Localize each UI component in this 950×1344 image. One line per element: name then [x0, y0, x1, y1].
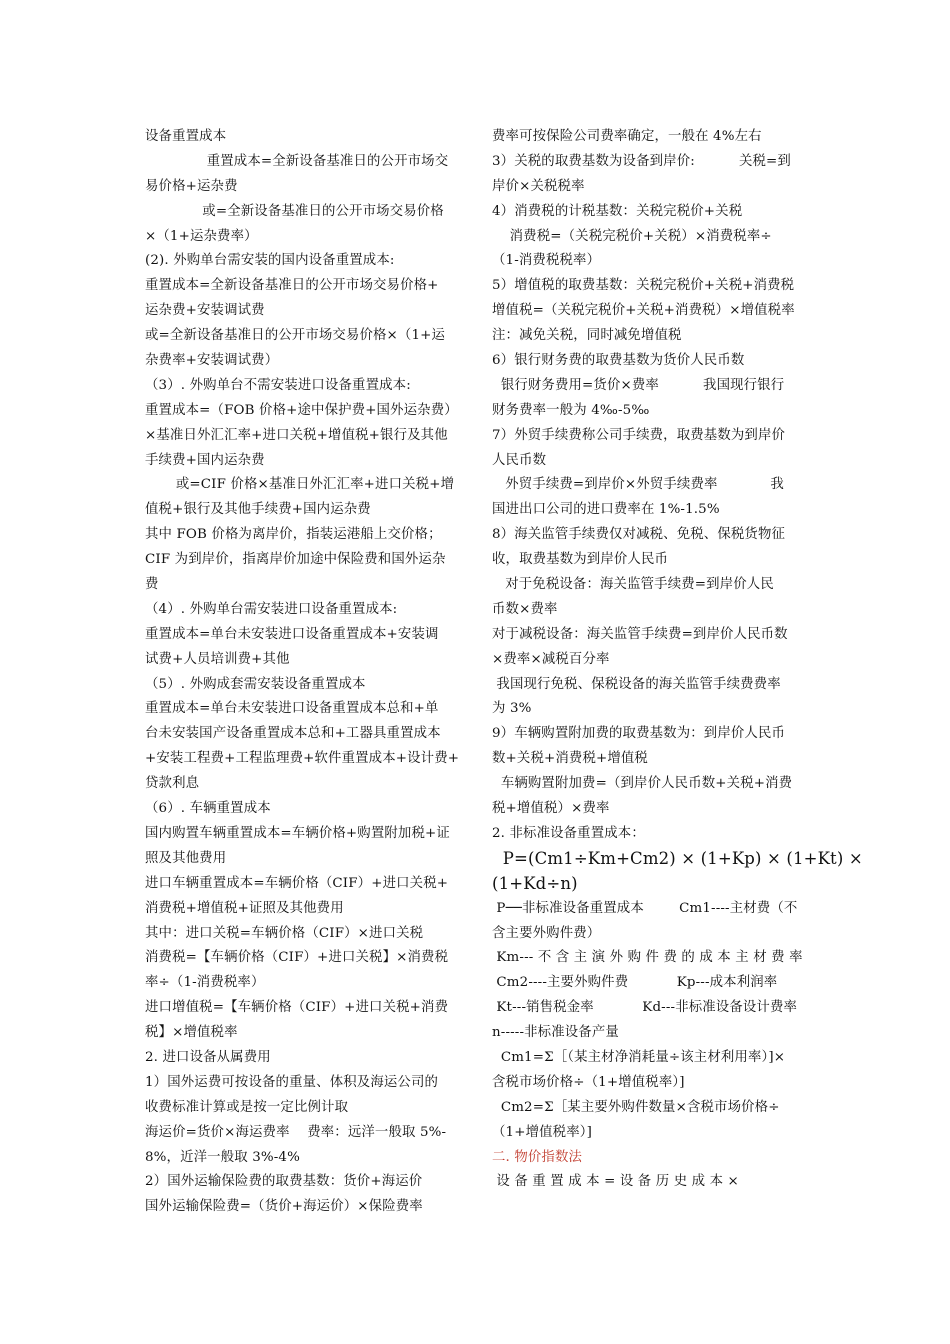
text-line: 进口增值税=【车辆价格（CIF）+进口关税+消费: [145, 1000, 449, 1016]
text-line: （1+增值税率）]: [492, 1124, 592, 1140]
text-line: 6）银行财务费的取费基数为货价人民币数: [492, 353, 745, 369]
text-line: 数+关税+消费税+增值税: [492, 751, 648, 767]
text-line: 贷款利息: [145, 776, 200, 792]
text-line: ×（1+运杂费率）: [145, 228, 258, 244]
text-line: 照及其他费用: [145, 850, 227, 866]
text-line: 岸价×关税税率: [492, 178, 585, 194]
text-line: 设备重置成本: [145, 129, 227, 144]
text-line: 8%，近洋一般取 3%-4%: [145, 1149, 300, 1165]
text-line: 币数×费率: [492, 601, 558, 617]
formula-line: (1+Kd÷n): [492, 873, 578, 893]
text-line: 手续费+国内运杂费: [145, 452, 265, 468]
text-line: 费率可按保险公司费率确定，一般在 4%左右: [492, 129, 762, 144]
text-line: 消费税=（关税完税价+关税）×消费税率÷: [492, 228, 772, 244]
text-line: 2. 进口设备从属费用: [145, 1049, 271, 1065]
text-line: 试费+人员培训费+其他: [145, 651, 290, 667]
text-line: 增值税=（关税完税价+关税+消费税）×增值税率: [492, 303, 795, 319]
text-line: 人民币数: [492, 452, 547, 468]
text-line: 其中 FOB 价格为离岸价，指装运港船上交价格；: [145, 527, 442, 543]
text-line: 含税市场价格÷（1+增值税率）]: [492, 1074, 685, 1090]
section-heading: 二. 物价指数法: [492, 1149, 583, 1165]
text-line: 收费标准计算或是按一定比例计取: [145, 1099, 349, 1115]
text-line: 外贸手续费=到岸价×外贸手续费率 我: [492, 477, 784, 493]
text-line: Km--- 不 含 主 演 外 购 件 费 的 成 本 主 材 费 率: [492, 950, 803, 966]
text-line: 我国现行免税、保税设备的海关监管手续费费率: [492, 676, 781, 692]
text-line: 4）消费税的计税基数：关税完税价+关税: [492, 203, 743, 219]
text-line: 设 备 重 置 成 本 = 设 备 历 史 成 本 ×: [492, 1174, 739, 1190]
text-line: P──非标准设备重置成本 Cm1----主材费（不: [492, 900, 798, 916]
left-column: [145, 125, 461, 1220]
text-line: （6）. 车辆重置成本: [145, 801, 271, 817]
text-line: 收，取费基数为到岸价人民币: [492, 552, 669, 568]
formula-line: P=(Cm1÷Km+Cm2) × (1+Kp) × (1+Kt) ×: [492, 848, 863, 868]
text-line: Cm1=Σ［（某主材净消耗量÷该主材利用率）]×: [492, 1049, 786, 1065]
text-line: （5）. 外购成套需安装设备重置成本: [145, 676, 366, 692]
text-line: 2. 非标准设备重置成本：: [492, 825, 645, 841]
right-column: [492, 125, 863, 1195]
text-line: (2). 外购单台需安装的国内设备重置成本:: [145, 253, 395, 269]
text-line: 3）关税的取费基数为设备到岸价: 关税=到: [492, 153, 791, 169]
text-line: 海运价=货价×海运费率 费率：远洋一般取 5%-: [145, 1124, 447, 1140]
text-line: （4）. 外购单台需安装进口设备重置成本:: [145, 601, 398, 617]
text-line: 8）海关监管手续费仅对减税、免税、保税货物征: [492, 527, 786, 543]
text-line: 或=CIF 价格×基准日外汇汇率+进口关税+增: [145, 477, 455, 493]
text-line: 9）车辆购置附加费的取费基数为：到岸价人民币: [492, 726, 786, 742]
text-line: 费: [145, 577, 159, 593]
text-line: 注：减免关税，同时减免增值税: [492, 328, 682, 344]
text-line: 含主要外购件费）: [492, 925, 601, 941]
text-line: 对于免税设备：海关监管手续费=到岸价人民: [492, 577, 774, 593]
text-line: 杂费率+安装调试费）: [145, 353, 279, 369]
text-line: 对于减税设备：海关监管手续费=到岸价人民币数: [492, 626, 788, 642]
text-line: 率÷（1-消费税率）: [145, 975, 265, 991]
text-line: 银行财务费用=货价×费率 我国现行银行: [492, 377, 785, 393]
text-line: 财务费率一般为 4‰-5‰: [492, 402, 650, 418]
text-line: 重置成本=全新设备基准日的公开市场交易价格+: [145, 278, 439, 294]
text-line: 国外运输保险费=（货价+海运价）×保险费率: [145, 1199, 423, 1215]
text-line: 7）外贸手续费称公司手续费，取费基数为到岸价: [492, 427, 786, 443]
text-line: 税+增值税）×费率: [492, 801, 610, 817]
text-line: +安装工程费+工程监理费+软件重置成本+设计费+: [145, 751, 460, 767]
text-line: 重置成本=（FOB 价格+途中保护费+国外运杂费）: [145, 402, 458, 418]
text-line: 5）增值税的取费基数：关税完税价+关税+消费税: [492, 278, 795, 294]
text-line: 运杂费+安装调试费: [145, 303, 265, 319]
text-line: n-----非标准设备产量: [492, 1025, 619, 1041]
text-line: 消费税=【车辆价格（CIF）+进口关税】×消费税: [145, 950, 449, 966]
text-line: 重置成本=全新设备基准日的公开市场交: [145, 153, 449, 169]
text-line: 其中：进口关税=车辆价格（CIF）×进口关税: [145, 925, 424, 941]
text-line: 进口车辆重置成本=车辆价格（CIF）+进口关税+: [145, 875, 449, 891]
text-line: 为 3%: [492, 701, 532, 717]
text-line: 值税+银行及其他手续费+国内运杂费: [145, 502, 371, 518]
text-line: 车辆购置附加费=（到岸价人民币数+关税+消费: [492, 776, 793, 792]
text-line: 国进出口公司的进口费率在 1%-1.5%: [492, 502, 720, 518]
text-line: CIF 为到岸价，指离岸价加途中保险费和国外运杂: [145, 552, 446, 568]
text-line: 1）国外运费可按设备的重量、体积及海运公司的: [145, 1074, 439, 1090]
text-line: 税】×增值税率: [145, 1025, 238, 1041]
text-line: Kt---销售税金率 Kd---非标准设备设计费率: [492, 1000, 798, 1016]
text-line: 重置成本=单台未安装进口设备重置成本总和+单: [145, 701, 439, 717]
text-line: 国内购置车辆重置成本=车辆价格+购置附加税+证: [145, 825, 450, 841]
text-line: ×费率×减税百分率: [492, 651, 610, 667]
text-line: 或=全新设备基准日的公开市场交易价格: [145, 203, 444, 219]
text-line: 或=全新设备基准日的公开市场交易价格×（1+运: [145, 328, 446, 344]
text-line: 2）国外运输保险费的取费基数：货价+海运价: [145, 1174, 423, 1190]
text-line: （3）. 外购单台不需安装进口设备重置成本:: [145, 377, 411, 393]
text-line: 重置成本=单台未安装进口设备重置成本+安装调: [145, 626, 439, 642]
text-line: 易价格+运杂费: [145, 178, 238, 194]
text-line: Cm2----主要外购件费 Kp---成本利润率: [492, 975, 778, 991]
text-line: 消费税+增值税+证照及其他费用: [145, 900, 344, 916]
text-line: Cm2=Σ［某主要外购件数量×含税市场价格÷: [492, 1099, 780, 1115]
text-line: （1-消费税税率）: [492, 253, 601, 269]
text-line: 台未安装国产设备重置成本总和+工器具重置成本: [145, 726, 441, 742]
text-line: ×基准日外汇汇率+进口关税+增值税+银行及其他: [145, 427, 448, 443]
